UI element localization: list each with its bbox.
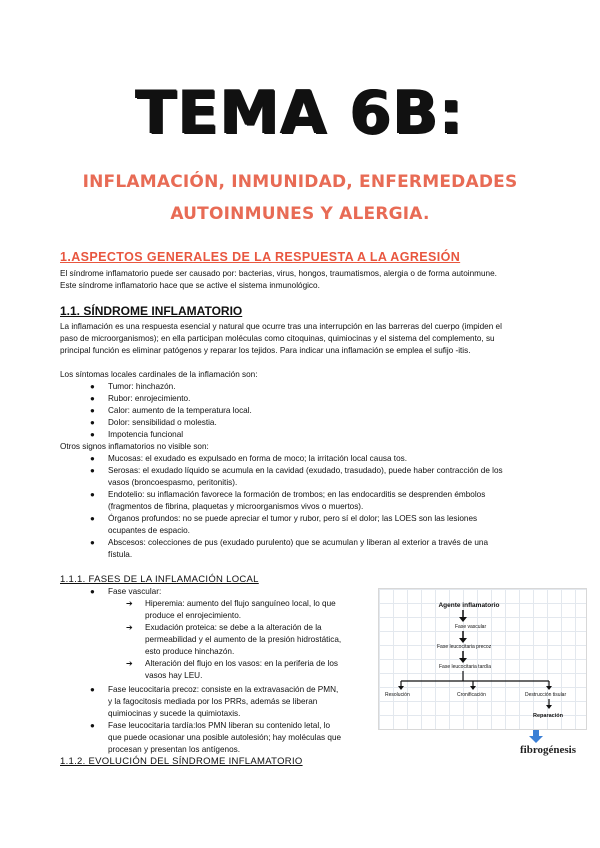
list-item: Impotencia funcional	[108, 430, 184, 439]
diagram-arrowhead	[459, 658, 467, 663]
diagram-top-label: Agente inflamatorio	[438, 602, 500, 609]
diagram-arrowhead	[459, 617, 467, 622]
section-1-1-1-heading: 1.1.1. FASES DE LA INFLAMACIÓN LOCAL	[60, 574, 259, 585]
bullet-icon: ●	[90, 454, 95, 463]
list-item-cont: produce el enrojecimiento.	[145, 611, 242, 620]
list-item: Fase leucocitaria precoz: consiste en la extravasación de PMN,	[108, 685, 339, 694]
local-symptoms-intro: Los síntomas locales cardinales de la inflamación son:	[60, 370, 258, 379]
down-arrow-icon	[528, 730, 544, 744]
section-1-text-line-2: Este síndrome inflamatorio hace que se active el sistema inmunológico.	[60, 281, 320, 290]
bullet-icon: ●	[90, 418, 95, 427]
bullet-icon: ●	[90, 587, 95, 596]
diagram-arrowhead	[470, 686, 476, 690]
section-1-heading: 1.ASPECTOS GENERALES DE LA RESPUESTA A LA AGRESIÓN	[60, 250, 461, 264]
list-item-cont: esto produce hinchazón.	[145, 647, 235, 656]
list-item-cont: que puede ocasionar una posible autolesión; hay moléculas que	[108, 733, 342, 742]
bullet-icon: ●	[90, 685, 95, 694]
bullet-icon: ●	[90, 466, 95, 475]
list-item-cont: vasos (broncoespasmo, peritonitis).	[108, 478, 238, 487]
list-item-cont: procesan y presentan los antígenos.	[108, 745, 240, 754]
bullet-icon: ●	[90, 490, 95, 499]
list-item: Hiperemia: aumento del flujo sanguíneo local, lo que	[145, 599, 336, 608]
subtitle-line-1: INFLAMACIÓN, INMUNIDAD, ENFERMEDADES	[82, 172, 518, 192]
diagram-step-3: Fase leucocitaria tardía	[439, 664, 491, 670]
list-item: Fase leucocitaria tardía:los PMN liberan su contenido letal, lo	[108, 721, 331, 730]
bullet-icon: ●	[90, 430, 95, 439]
arrow-right-icon: ➔	[126, 659, 133, 668]
diagram-step-1: Fase vascular	[455, 624, 487, 630]
list-item: Calor: aumento de la temperatura local.	[108, 406, 252, 415]
inflammation-flow-diagram	[378, 588, 587, 730]
diagram-arrowhead	[459, 638, 467, 643]
diagram-step-2: Fase leucocitaria precoz	[437, 644, 492, 650]
bullet-icon: ●	[90, 382, 95, 391]
list-item: Mucosas: el exudado es expulsado en forma de moco; la irritación local causa tos.	[108, 454, 408, 463]
list-item: Abscesos: colecciones de pus (exudado purulento) que se acumulan y liberan al exterior a través de una	[108, 538, 489, 547]
list-item: Serosas: el exudado líquido se acumula en la cavidad (exudado, trasudado), puede haber contracción de los	[108, 466, 503, 475]
other-signs-intro: Otros signos inflamatorios no visible son:	[60, 442, 209, 451]
list-item-cont: ocupantes de espacio.	[108, 526, 190, 535]
bullet-icon: ●	[90, 538, 95, 547]
diagram-caption: fibrogénesis	[520, 744, 577, 756]
list-item-cont: (fragmentos de fibrina, plaquetas y microorganismos vivos o muertos).	[108, 502, 364, 511]
diagram-out-4: Reparación	[533, 713, 563, 719]
diagram-arrowhead	[546, 705, 552, 709]
diagram-out-1: Resolución	[385, 692, 410, 698]
vascular-phase-label: Fase vascular:	[108, 587, 162, 596]
list-item-cont: permeabilidad y el aumento de la presión hidrostática,	[145, 635, 342, 644]
subtitle-line-2: AUTOINMUNES Y ALERGIA.	[170, 204, 430, 224]
bullet-icon: ●	[90, 514, 95, 523]
bullet-icon: ●	[90, 406, 95, 415]
list-item: Exudación proteica: se debe a la alteración de la	[145, 623, 322, 632]
list-item: Dolor: sensibilidad o molestia.	[108, 418, 217, 427]
list-item: Órganos profundos: no se puede apreciar el tumor y rubor, pero sí el dolor; las LOES son las lesiones	[108, 514, 478, 523]
page-title: TEMA 6B:	[135, 78, 465, 148]
list-item: Tumor: hinchazón.	[108, 382, 176, 391]
arrow-right-icon: ➔	[126, 599, 133, 608]
section-1-1-para-line-3: principal función es eliminar patógenos y reparar los tejidos. Para indicar una inflamación se emplea el sufijo -itis.	[60, 346, 471, 355]
list-item-cont: y la fagocitosis mediada por los PRRs, además se liberan	[108, 697, 318, 706]
section-1-text-line-1: El síndrome inflamatorio puede ser causado por: bacterias, virus, hongos, traumatismos, alergia o de forma autoinmune.	[60, 269, 497, 278]
arrow-right-icon: ➔	[126, 623, 133, 632]
bullet-icon: ●	[90, 721, 95, 730]
diagram-arrowhead	[398, 686, 404, 690]
list-item-cont: quimiocinas y sucede la quimiotaxis.	[108, 709, 241, 718]
list-item-cont: vasos hay LEU.	[145, 671, 203, 680]
list-item: Endotelio: su inflamación favorece la formación de trombos; en las endocarditis se desprenden émbolos	[108, 490, 486, 499]
section-1-1-heading: 1.1. SÍNDROME INFLAMATORIO	[60, 304, 243, 318]
list-item-cont: fístula.	[108, 550, 133, 559]
list-item: Alteración del flujo en los vasos: en la periferia de los	[145, 659, 338, 668]
bullet-icon: ●	[90, 394, 95, 403]
section-1-1-para-line-1: La inflamación es una respuesta esencial y natural que ocurre tras una interrupción en las barreras del cuerpo (impiden el	[60, 322, 502, 331]
list-item: Rubor: enrojecimiento.	[108, 394, 191, 403]
section-1-1-2-heading: 1.1.2. EVOLUCIÓN DEL SÍNDROME INFLAMATORIO	[60, 756, 303, 767]
diagram-out-3: Destrucción tisular	[525, 692, 567, 698]
diagram-out-2: Cronificación	[457, 692, 486, 698]
section-1-1-para-line-2: paso de microorganismos); en ella participan moléculas como citoquinas, quimiocinas y el sistema del complemento, su	[60, 334, 495, 343]
diagram-arrowhead	[546, 686, 552, 690]
